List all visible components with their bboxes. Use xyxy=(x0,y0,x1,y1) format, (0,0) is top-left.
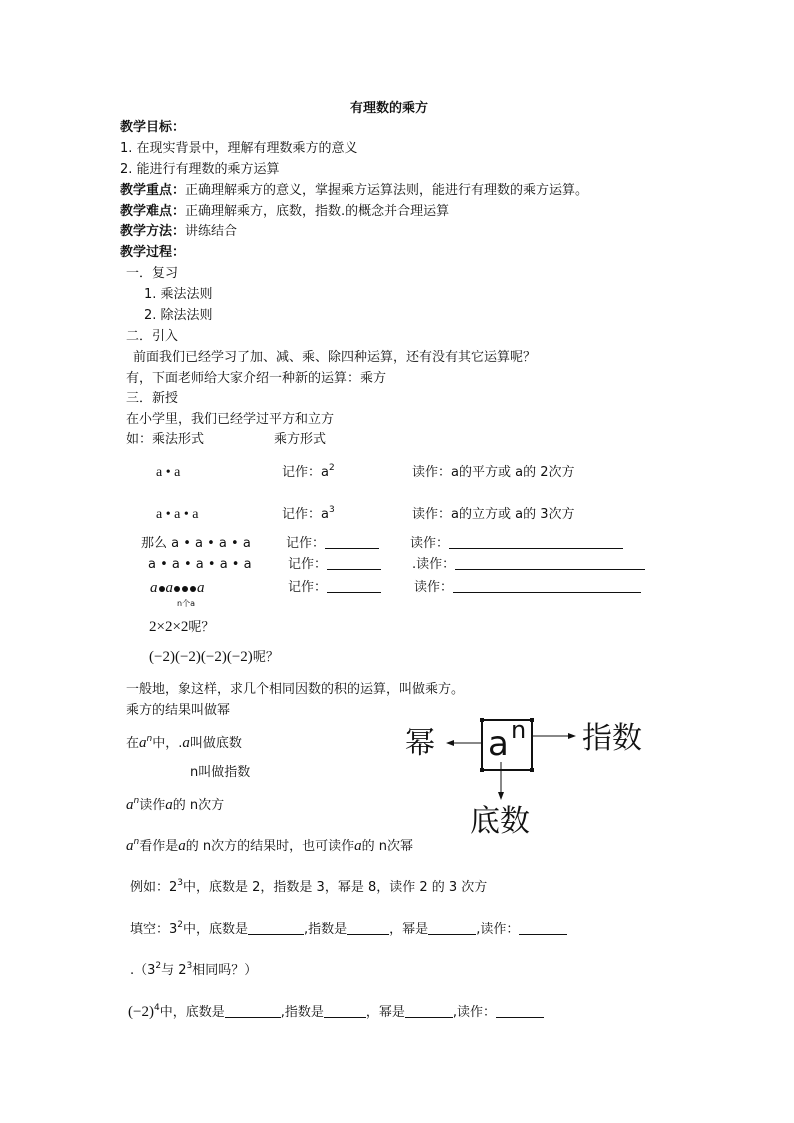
dot-4 xyxy=(190,586,196,592)
row-2-mult: a • a • a xyxy=(156,507,199,522)
def3-pre: 在 xyxy=(126,736,140,751)
compare xyxy=(130,963,257,979)
hard-points xyxy=(120,204,449,220)
def5-tail: 读作 xyxy=(139,798,166,813)
row-2-rec xyxy=(282,507,335,523)
fill-row-2-read-blank-b[interactable] xyxy=(519,557,645,570)
fill-row-3-read xyxy=(414,580,641,596)
fill-row-2-read-blank-a[interactable] xyxy=(455,557,519,570)
row-1-sup: 2 xyxy=(328,463,335,473)
page-title: 有理数的乘方 xyxy=(350,101,429,116)
fill-row-3-read-blank-b[interactable] xyxy=(523,580,641,593)
fill-2-sup: 4 xyxy=(153,1003,160,1013)
method xyxy=(120,224,237,240)
goal-2: 2. 能进行有理数的乘方运算 xyxy=(120,162,280,177)
fill-2-pre: (−2) xyxy=(128,1004,154,1020)
fill-1-read-blank[interactable] xyxy=(519,922,567,935)
intro-p1: 前面我们已经学习了加、减、乘、除四种运算，还有没有其它运算呢？ xyxy=(133,350,537,365)
row-2-sup: 3 xyxy=(328,505,335,515)
fill-row-2-rec xyxy=(288,557,381,573)
example xyxy=(130,880,487,896)
fill-1-b: ,指数是 xyxy=(304,922,348,937)
def6-sup: n xyxy=(133,837,140,847)
def6-a2: a xyxy=(354,838,362,854)
question-1-tail: 呢？ xyxy=(188,620,215,635)
fill-row-2-mult: a • a • a • a • a xyxy=(148,557,252,572)
dot-3 xyxy=(182,586,188,592)
fill-1-pre: 填空：3 xyxy=(130,922,178,937)
fill-row-3-mult xyxy=(150,580,205,597)
fill-1-sup: 2 xyxy=(177,920,184,930)
example-sup: 3 xyxy=(177,878,184,888)
arrow-power-head xyxy=(446,740,454,746)
compare-s2: 3 xyxy=(186,961,193,971)
fill-1 xyxy=(130,922,567,938)
teach-heading: 三．新授 xyxy=(126,391,179,406)
example-pre: 例如：2 xyxy=(130,880,178,895)
diagram-bottom-label: 底数 xyxy=(470,804,530,839)
question-2-expr: (−2)(−2)(−2)(−2) xyxy=(149,649,253,665)
question-2 xyxy=(149,649,279,666)
def6-mid2: 的 n次方的结果时，也可读作 xyxy=(185,839,355,854)
definition-5 xyxy=(126,797,224,814)
fill-1-exp-blank[interactable] xyxy=(347,922,389,935)
fill-row-1-rec-blank[interactable] xyxy=(325,536,379,549)
review-item-2: 2. 除法法则 xyxy=(144,308,213,323)
arrow-index-head xyxy=(568,733,576,739)
question-1-expr: 2×2×2 xyxy=(149,619,189,635)
row-1-rec-text: 记作：a xyxy=(282,465,329,480)
teach-p1: 在小学里，我们已经学过平方和立方 xyxy=(126,412,335,427)
fill-row-2-rec-label: 记作： xyxy=(288,557,328,572)
fill-2-a: 中，底数是 xyxy=(159,1005,225,1020)
def6-end: 的 n次幂 xyxy=(361,839,413,854)
definition-3 xyxy=(126,735,242,752)
key-points xyxy=(120,183,588,199)
def3-base: a xyxy=(139,735,147,751)
method-text: 讲练结合 xyxy=(185,224,238,239)
goal-1: 1. 在现实背景中，理解有理数乘方的意义 xyxy=(120,141,358,156)
def6-base: a xyxy=(126,838,134,854)
teach-cols-a: 如：乘法形式 xyxy=(126,432,205,447)
review-item-1: 1. 乘法法则 xyxy=(144,287,213,302)
row-1-mult: a • a xyxy=(156,465,181,480)
dot-2 xyxy=(174,586,180,592)
fill-1-d: ,读作： xyxy=(476,922,520,937)
arrow-base-head xyxy=(498,792,504,800)
def3-sup: n xyxy=(146,734,153,744)
fill-row-1-read-blank[interactable] xyxy=(449,536,623,549)
question-1 xyxy=(149,619,214,636)
compare-s1: 2 xyxy=(155,961,162,971)
row-2-rec-text: 记作：a xyxy=(282,507,329,522)
fill-row-2-rec-blank[interactable] xyxy=(327,557,381,570)
row-2-read: 读作：a的立方或 a的 3次方 xyxy=(412,507,575,522)
definition-1: 一般地，象这样，求几个相同因数的积的运算，叫做乘方。 xyxy=(126,682,465,697)
fill-1-a: 中，底数是 xyxy=(183,922,249,937)
hard-heading: 教学难点： xyxy=(120,204,186,219)
row-1-read: 读作：a的平方或 a的 2次方 xyxy=(412,465,575,480)
fill-1-power-blank[interactable] xyxy=(428,922,476,935)
process-heading: 教学过程： xyxy=(120,245,186,260)
fill-row-1-read-label: 读作： xyxy=(410,536,450,551)
row-1-rec xyxy=(282,465,335,481)
def5-base: a xyxy=(126,797,134,813)
fill-row-1-rec-label: 记作： xyxy=(286,536,326,551)
compare-mid: 与 2 xyxy=(161,963,187,978)
key-text: 正确理解乘方的意义，掌握乘方运算法则，能进行有理数的乘方运算。 xyxy=(185,183,589,198)
fill-row-3-a: a xyxy=(150,580,158,596)
definition-6 xyxy=(126,838,413,855)
corner-tl xyxy=(480,718,484,722)
fill-row-1-rec xyxy=(286,536,379,552)
fill-1-base-blank[interactable] xyxy=(248,922,304,935)
def6-mid: 看作是 xyxy=(139,839,179,854)
power-diagram xyxy=(400,712,660,842)
fill-row-3-rec-label: 记作： xyxy=(288,580,328,595)
fill-row-3-a2: a xyxy=(165,580,173,596)
fill-2 xyxy=(128,1004,544,1021)
corner-br xyxy=(530,768,534,772)
fill-1-c: ，幂是 xyxy=(389,922,429,937)
fill-2-d: ,读作： xyxy=(452,1005,496,1020)
fill-2-read-blank[interactable] xyxy=(496,1005,544,1018)
fill-row-1-read xyxy=(410,536,623,552)
fill-row-3-a3: a xyxy=(197,580,205,596)
hard-text: 正确理解乘方，底数，指数.的概念并合理运算 xyxy=(185,204,450,219)
question-2-tail: 呢？ xyxy=(252,650,279,665)
fill-2-c: ，幂是 xyxy=(365,1005,405,1020)
diagram-exp-letter: n xyxy=(511,716,527,744)
example-tail: 中，底数是 2，指数是 3，幂是 8，读作 2 的 3 次方 xyxy=(183,880,488,895)
def6-a: a xyxy=(178,838,186,854)
goals-heading: 教学目标： xyxy=(120,120,186,135)
teach-cols-b: 乘方形式 xyxy=(274,432,327,447)
fill-2-power-blank[interactable] xyxy=(405,1005,453,1018)
diagram-index-label: 指数 xyxy=(582,721,642,756)
diagram-base-letter: a xyxy=(488,724,509,764)
fill-row-3-read-blank-a[interactable] xyxy=(453,580,523,593)
diagram-power-label: 幂 xyxy=(405,726,435,761)
compare-tail: 相同吗？） xyxy=(192,963,258,978)
def3-tail: 叫做底数 xyxy=(189,736,242,751)
compare-pre: .（3 xyxy=(130,963,156,978)
fill-row-2-read-label: .读作： xyxy=(412,557,456,572)
def3-base-2: a xyxy=(182,735,190,751)
fill-row-2-read xyxy=(412,557,645,573)
def5-end: 的 n次方 xyxy=(172,798,225,813)
fill-row-3-rec xyxy=(288,580,381,596)
n-label: n个a xyxy=(177,599,195,608)
def5-a: a xyxy=(165,797,173,813)
fill-2-exp-blank[interactable] xyxy=(324,1005,366,1018)
def3-mid: 中，. xyxy=(152,736,183,751)
review-heading: 一．复习 xyxy=(126,266,179,281)
fill-row-1-mult: 那么 a • a • a • a xyxy=(141,536,251,551)
fill-2-b: ,指数是 xyxy=(280,1005,324,1020)
dot-1 xyxy=(159,586,165,592)
def5-sup: n xyxy=(133,796,140,806)
method-heading: 教学方法： xyxy=(120,224,186,239)
definition-2: 乘方的结果叫做幂 xyxy=(126,703,231,718)
definition-4: n叫做指数 xyxy=(190,765,251,780)
corner-tr xyxy=(530,718,534,722)
intro-p2: 有，下面老师给大家介绍一种新的运算：乘方 xyxy=(126,371,387,386)
key-heading: 教学重点： xyxy=(120,183,186,198)
corner-bl xyxy=(480,768,484,772)
fill-2-base-blank[interactable] xyxy=(225,1005,281,1018)
fill-row-3-rec-blank[interactable] xyxy=(327,580,381,593)
intro-heading: 二．引入 xyxy=(126,329,179,344)
fill-row-3-read-label: 读作： xyxy=(414,580,454,595)
